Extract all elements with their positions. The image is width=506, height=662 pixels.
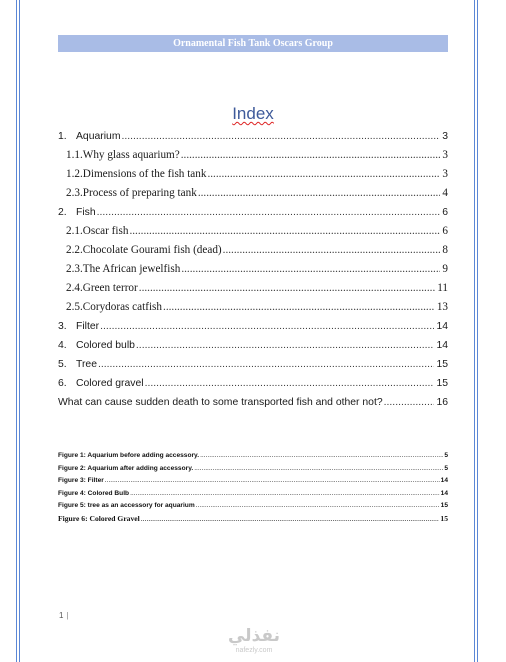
figure-entry-page: 15 <box>440 513 448 523</box>
toc-leader-dots <box>100 317 434 336</box>
left-margin-line-outer <box>16 0 17 662</box>
toc-entry[interactable] <box>58 374 448 393</box>
toc-entry-label: What can cause sudden death to some transported fish and other not? <box>58 397 383 408</box>
toc-entry-page: 15 <box>436 378 448 389</box>
figure-entry[interactable] <box>58 450 448 463</box>
toc-entry-label: Fish <box>76 207 96 218</box>
toc-entry-page: 11 <box>437 282 448 294</box>
toc-entry-number: 2.3. <box>66 187 83 199</box>
toc-entry-number: 5. <box>58 359 67 370</box>
toc-entry-page: 3 <box>442 149 448 161</box>
figure-entry-page: 5 <box>444 452 448 459</box>
watermark-logo: نفذلي nafezly.com <box>227 626 281 654</box>
table-of-figures <box>58 450 448 526</box>
toc-entry-label: Colored bulb <box>76 340 135 351</box>
toc-entry-label: Corydoras catfish <box>82 301 163 313</box>
figure-entry-label: Figure 4: Colored Bulb <box>58 489 130 497</box>
toc-leader-dots <box>98 355 434 374</box>
figure-entry-label: Figure 2: Aquarium after adding accessory. <box>58 464 194 472</box>
toc-entry-page: 4 <box>442 187 448 199</box>
header-title: Ornamental Fish Tank Oscars Group <box>173 38 333 49</box>
figure-entry-label: Figure 6: Colored Gravel <box>58 513 140 523</box>
figure-entry[interactable] <box>58 488 448 501</box>
toc-entry-page: 6 <box>442 207 448 218</box>
toc-entry-label: Chocolate Gourami fish (dead) <box>82 244 222 256</box>
figure-entry-label: Figure 1: Aquarium before adding accessory. <box>58 452 200 459</box>
toc-entry[interactable] <box>58 241 448 260</box>
toc-leader-dots <box>121 127 440 146</box>
toc-entry[interactable] <box>58 336 448 355</box>
toc-leader-dots <box>207 165 440 184</box>
toc-entry-label: The African jewelfish <box>82 263 181 275</box>
toc-entry-label: Colored gravel <box>76 378 144 389</box>
figure-entry[interactable] <box>58 475 448 488</box>
toc-entry[interactable] <box>58 146 448 165</box>
toc-entry-number: 2. <box>58 207 67 218</box>
toc-entry-number: 1. <box>58 131 67 142</box>
toc-entry-number: 2.3. <box>66 263 83 275</box>
right-margin-line-inner <box>474 0 475 662</box>
toc-leader-dots <box>163 298 435 317</box>
toc-entry-page: 14 <box>436 321 448 332</box>
figure-leader-dots <box>141 513 440 526</box>
toc-leader-dots <box>198 184 441 203</box>
figure-entry[interactable] <box>58 513 448 526</box>
toc-entry[interactable] <box>58 127 448 146</box>
right-margin-line-outer <box>477 0 478 662</box>
toc-entry-page: 3 <box>442 168 448 180</box>
toc-entry-label: Oscar fish <box>82 225 129 237</box>
figure-leader-dots <box>105 475 440 488</box>
toc-entry[interactable] <box>58 260 448 279</box>
toc-entry-page: 8 <box>442 244 448 256</box>
figure-leader-dots <box>130 488 440 501</box>
toc-leader-dots <box>145 374 435 393</box>
header-bar <box>58 35 448 52</box>
figure-entry-page: 14 <box>440 477 448 485</box>
toc-leader-dots <box>181 260 440 279</box>
page-number: 1 | <box>59 611 69 620</box>
toc-entry[interactable] <box>58 298 448 317</box>
toc-entry-number: 1.1. <box>66 149 83 161</box>
toc-entry[interactable] <box>58 355 448 374</box>
toc-entry[interactable] <box>58 222 448 241</box>
toc-entry-label: Process of preparing tank <box>82 187 197 199</box>
toc-entry-label: Why glass aquarium? <box>82 149 180 161</box>
toc-entry-label: Green terror <box>82 282 138 294</box>
toc-entry-label: Tree <box>76 359 97 370</box>
toc-entry-number: 2.5. <box>66 301 83 313</box>
toc-entry[interactable] <box>58 279 448 298</box>
toc-entry-label: Dimensions of the fish tank <box>82 168 207 180</box>
toc-entry-number: 1.2. <box>66 168 83 180</box>
toc-entry[interactable] <box>58 165 448 184</box>
figure-leader-dots <box>200 450 443 463</box>
toc-entry-page: 9 <box>442 263 448 275</box>
figure-entry[interactable] <box>58 500 448 513</box>
figure-entry-page: 14 <box>440 489 448 497</box>
toc-entry-number: 6. <box>58 378 67 389</box>
toc-leader-dots <box>139 279 435 298</box>
toc-leader-dots <box>129 222 440 241</box>
toc-entry[interactable] <box>58 184 448 203</box>
toc-entry-page: 13 <box>436 301 448 313</box>
index-title: Index <box>232 104 274 123</box>
table-of-contents <box>58 127 448 412</box>
toc-entry-number: 4. <box>58 340 67 351</box>
toc-entry-number: 2.4. <box>66 282 83 294</box>
toc-leader-dots <box>136 336 435 355</box>
toc-entry-page: 6 <box>442 225 448 237</box>
toc-entry-label: Aquarium <box>76 131 121 142</box>
figure-leader-dots <box>196 500 440 513</box>
toc-entry[interactable] <box>58 203 448 222</box>
figure-entry-label: Figure 5: tree as an accessory for aquarium <box>58 502 195 510</box>
figure-entry[interactable] <box>58 463 448 476</box>
toc-leader-dots <box>97 203 441 222</box>
figure-entry-page: 15 <box>440 502 448 510</box>
toc-entry-page: 16 <box>436 397 448 408</box>
toc-entry-number: 2.1. <box>66 225 83 237</box>
figure-entry-label: Figure 3: Filter <box>58 477 104 485</box>
toc-entry-number: 3. <box>58 321 67 332</box>
toc-entry-number: 2.2. <box>66 244 83 256</box>
toc-entry-page: 14 <box>436 340 448 351</box>
toc-leader-dots <box>223 241 441 260</box>
toc-entry[interactable] <box>58 317 448 336</box>
toc-entry[interactable] <box>58 393 448 412</box>
figure-entry-page: 5 <box>444 464 448 472</box>
toc-leader-dots <box>181 146 441 165</box>
left-margin-line-inner <box>19 0 20 662</box>
toc-entry-label: Filter <box>76 321 100 332</box>
toc-entry-page: 3 <box>442 131 448 142</box>
toc-leader-dots <box>384 393 435 412</box>
toc-entry-page: 15 <box>436 359 448 370</box>
figure-leader-dots <box>194 463 443 476</box>
